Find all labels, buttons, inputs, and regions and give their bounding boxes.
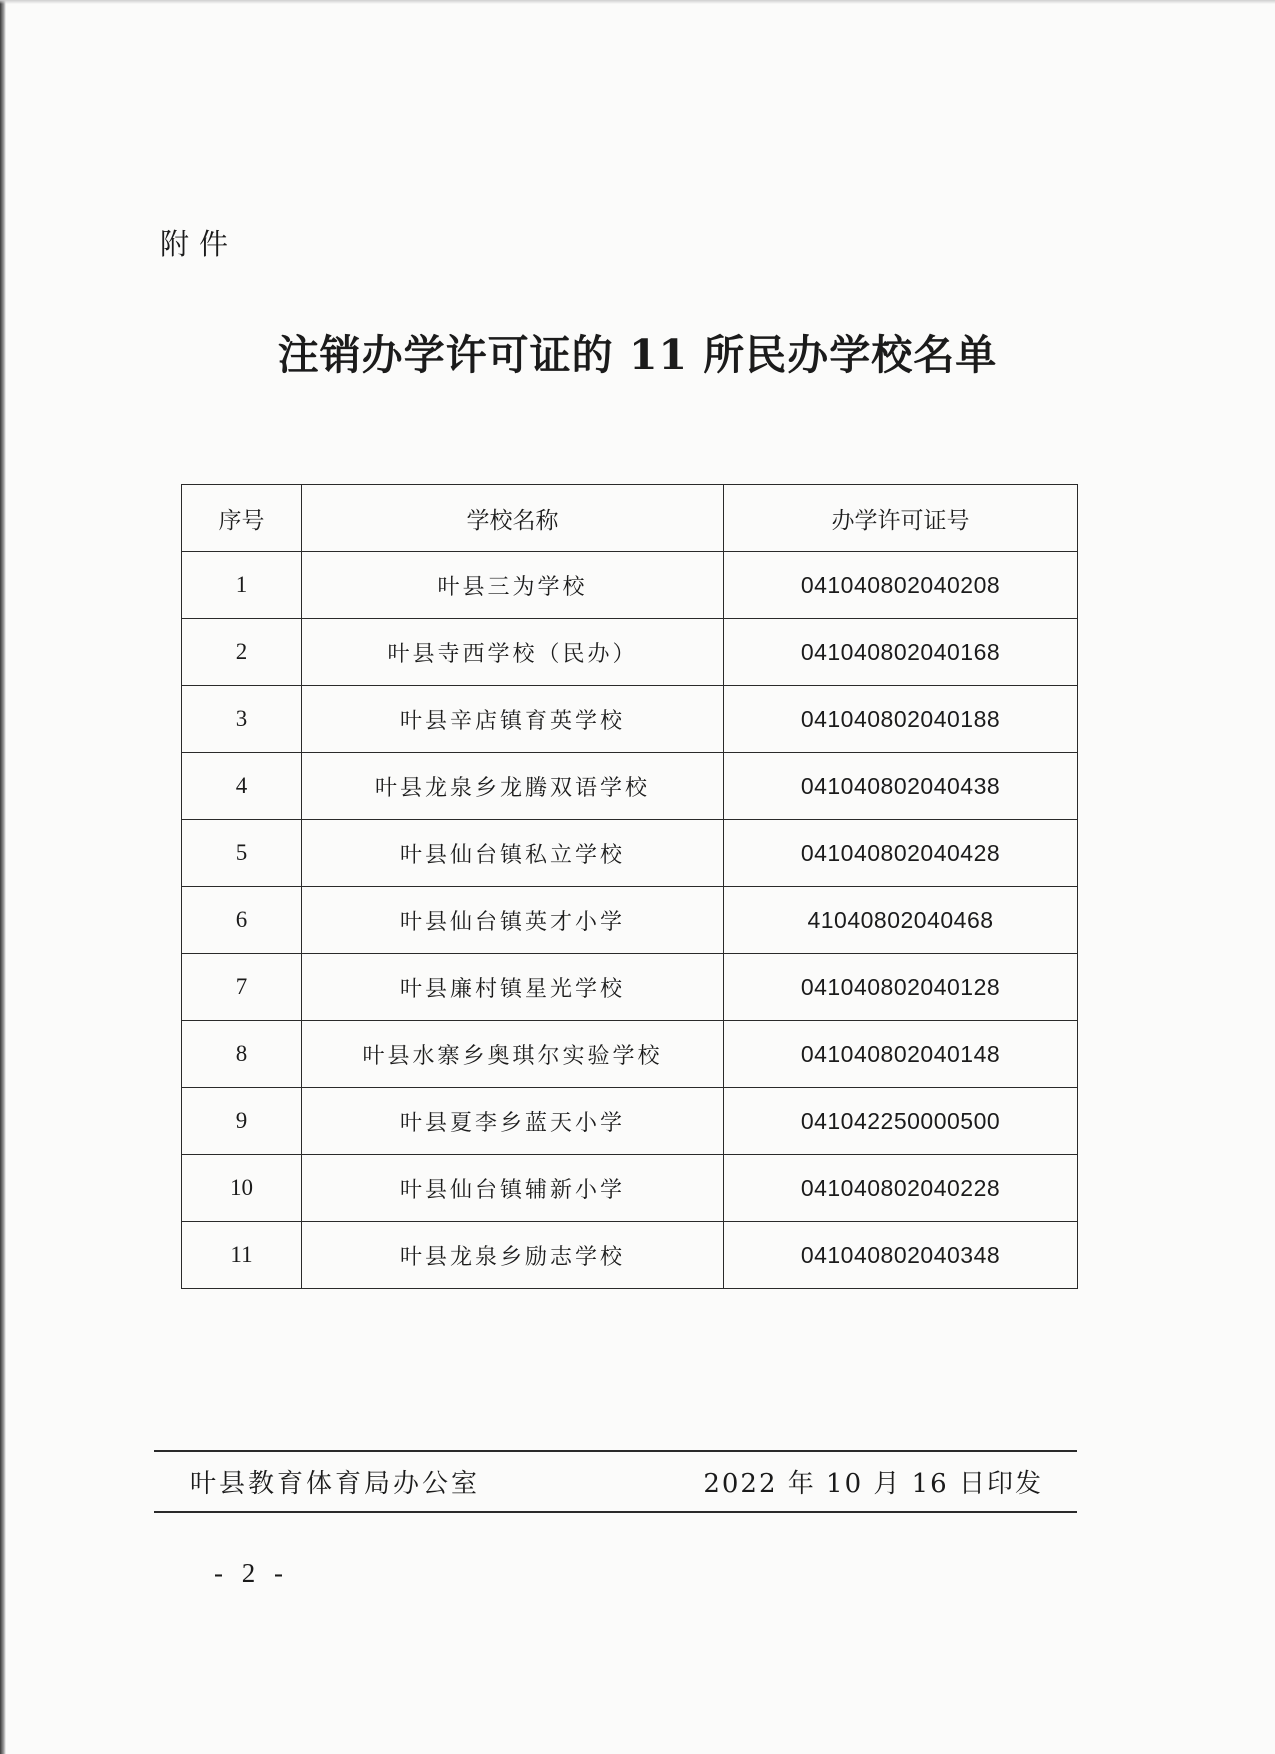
row-school-name: 叶县仙台镇英才小学: [302, 887, 724, 954]
row-license-number: 041040802040168: [724, 619, 1078, 686]
table-header-row: [182, 485, 1078, 552]
row-license-number: 041040802040428: [724, 820, 1078, 887]
row-school-name: 叶县龙泉乡龙腾双语学校: [302, 753, 724, 820]
row-seq: 3: [182, 686, 302, 753]
table-row: [182, 552, 1078, 619]
row-license-number: 041040802040348: [724, 1222, 1078, 1289]
table-row: [182, 887, 1078, 954]
table-row: [182, 753, 1078, 820]
issue-date: 2022 年 10 月 16 日印发: [703, 1469, 1043, 1499]
attachment-label: 附件: [160, 227, 239, 261]
row-seq: 4: [182, 753, 302, 820]
row-license-number: 041042250000500: [724, 1088, 1078, 1155]
footer-divider-top: [154, 1450, 1077, 1452]
page-number: - 2 -: [214, 1558, 289, 1588]
row-seq: 1: [182, 552, 302, 619]
row-license-number: 41040802040468: [724, 887, 1078, 954]
table-row: [182, 1155, 1078, 1222]
row-license-number: 041040802040148: [724, 1021, 1078, 1088]
row-school-name: 叶县寺西学校（民办）: [302, 619, 724, 686]
row-seq: 2: [182, 619, 302, 686]
school-list-table: [181, 484, 1078, 1289]
table-row: [182, 619, 1078, 686]
row-license-number: 041040802040188: [724, 686, 1078, 753]
row-school-name: 叶县水寨乡奥琪尔实验学校: [302, 1021, 724, 1088]
header-seq: 序号: [182, 485, 302, 552]
row-school-name: 叶县夏李乡蓝天小学: [302, 1088, 724, 1155]
page-title: 注销办学许可证的 11 所民办学校名单: [277, 331, 998, 379]
issuing-office: 叶县教育体育局办公室: [190, 1469, 481, 1499]
row-license-number: 041040802040438: [724, 753, 1078, 820]
row-license-number: 041040802040228: [724, 1155, 1078, 1222]
row-seq: 10: [182, 1155, 302, 1222]
row-school-name: 叶县三为学校: [302, 552, 724, 619]
table-row: [182, 954, 1078, 1021]
header-license-number: 办学许可证号: [724, 485, 1078, 552]
row-school-name: 叶县龙泉乡励志学校: [302, 1222, 724, 1289]
table-row: [182, 1088, 1078, 1155]
scan-edge-shadow: [0, 0, 6, 1754]
row-seq: 9: [182, 1088, 302, 1155]
row-seq: 6: [182, 887, 302, 954]
table-row: [182, 686, 1078, 753]
table-row: [182, 1222, 1078, 1289]
scan-edge-top: [0, 0, 1275, 4]
row-school-name: 叶县廉村镇星光学校: [302, 954, 724, 1021]
table-row: [182, 1021, 1078, 1088]
footer-divider-bottom: [154, 1511, 1077, 1513]
table-row: [182, 820, 1078, 887]
row-school-name: 叶县仙台镇辅新小学: [302, 1155, 724, 1222]
row-seq: 7: [182, 954, 302, 1021]
header-school-name: 学校名称: [302, 485, 724, 552]
row-seq: 11: [182, 1222, 302, 1289]
row-seq: 5: [182, 820, 302, 887]
row-school-name: 叶县仙台镇私立学校: [302, 820, 724, 887]
row-license-number: 041040802040208: [724, 552, 1078, 619]
row-seq: 8: [182, 1021, 302, 1088]
row-license-number: 041040802040128: [724, 954, 1078, 1021]
row-school-name: 叶县辛店镇育英学校: [302, 686, 724, 753]
